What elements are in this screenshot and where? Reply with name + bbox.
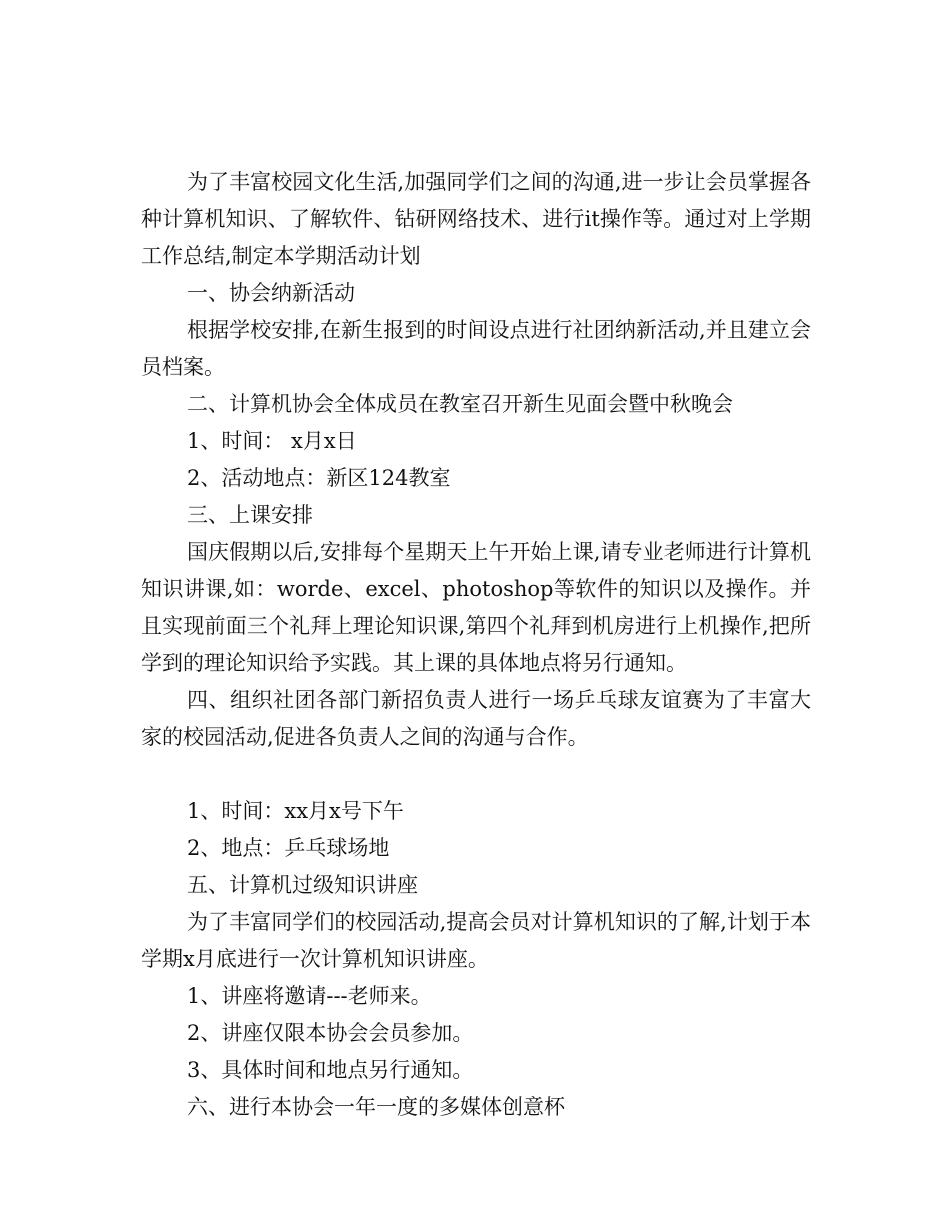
paragraph-spacer xyxy=(141,756,811,793)
heading-section-3: 三、上课安排 xyxy=(187,503,313,527)
paragraph-section-3: 国庆假期以后,安排每个星期天上午开始上课,请专业老师进行计算机知识讲课,如：worde、excel、photoshop等软件的知识以及操作。并且实现前面三个礼拜上理论知识课,第四个礼拜到机房进行上机操作,把所学到的理论知识给予实践。其上课的具体地点将另行通知。 xyxy=(141,540,811,675)
list-item: 2、讲座仅限本协会会员参加。 xyxy=(187,1021,474,1045)
paragraph-intro: 为了丰富校园文化生活,加强同学们之间的沟通,进一步让会员掌握各种计算机知识、了解软件、钻研网络技术、进行it操作等。通过对上学期工作总结,制定本学期活动计划 xyxy=(141,170,811,268)
list-item: 1、讲座将邀请---老师来。 xyxy=(187,984,432,1008)
list-item: 3、具体时间和地点另行通知。 xyxy=(187,1058,474,1082)
heading-section-5: 五、计算机过级知识讲座 xyxy=(187,873,418,897)
list-item-time: 1、时间：xx月x号下午 xyxy=(187,799,404,823)
heading-section-6: 六、进行本协会一年一度的多媒体创意杯 xyxy=(187,1095,565,1119)
paragraph-section-5: 为了丰富同学们的校园活动,提高会员对计算机知识的了解,计划于本学期x月底进行一次计算机知识讲座。 xyxy=(141,910,811,971)
paragraph-section-1: 根据学校安排,在新生报到的时间设点进行社团纳新活动,并且建立会员档案。 xyxy=(141,318,811,379)
heading-section-1: 一、协会纳新活动 xyxy=(187,281,355,305)
list-item-location: 2、活动地点：新区124教室 xyxy=(187,466,451,490)
heading-section-2: 二、计算机协会全体成员在教室召开新生见面会暨中秋晚会 xyxy=(187,392,733,416)
list-item-time: 1、时间： x月x日 xyxy=(187,429,357,453)
document-body xyxy=(141,164,811,1126)
list-item-location: 2、地点：乒乓球场地 xyxy=(187,836,390,860)
heading-section-4: 四、组织社团各部门新招负责人进行一场乒乓球友谊赛为了丰富大家的校园活动,促进各负责人之间的沟通与合作。 xyxy=(141,688,811,749)
